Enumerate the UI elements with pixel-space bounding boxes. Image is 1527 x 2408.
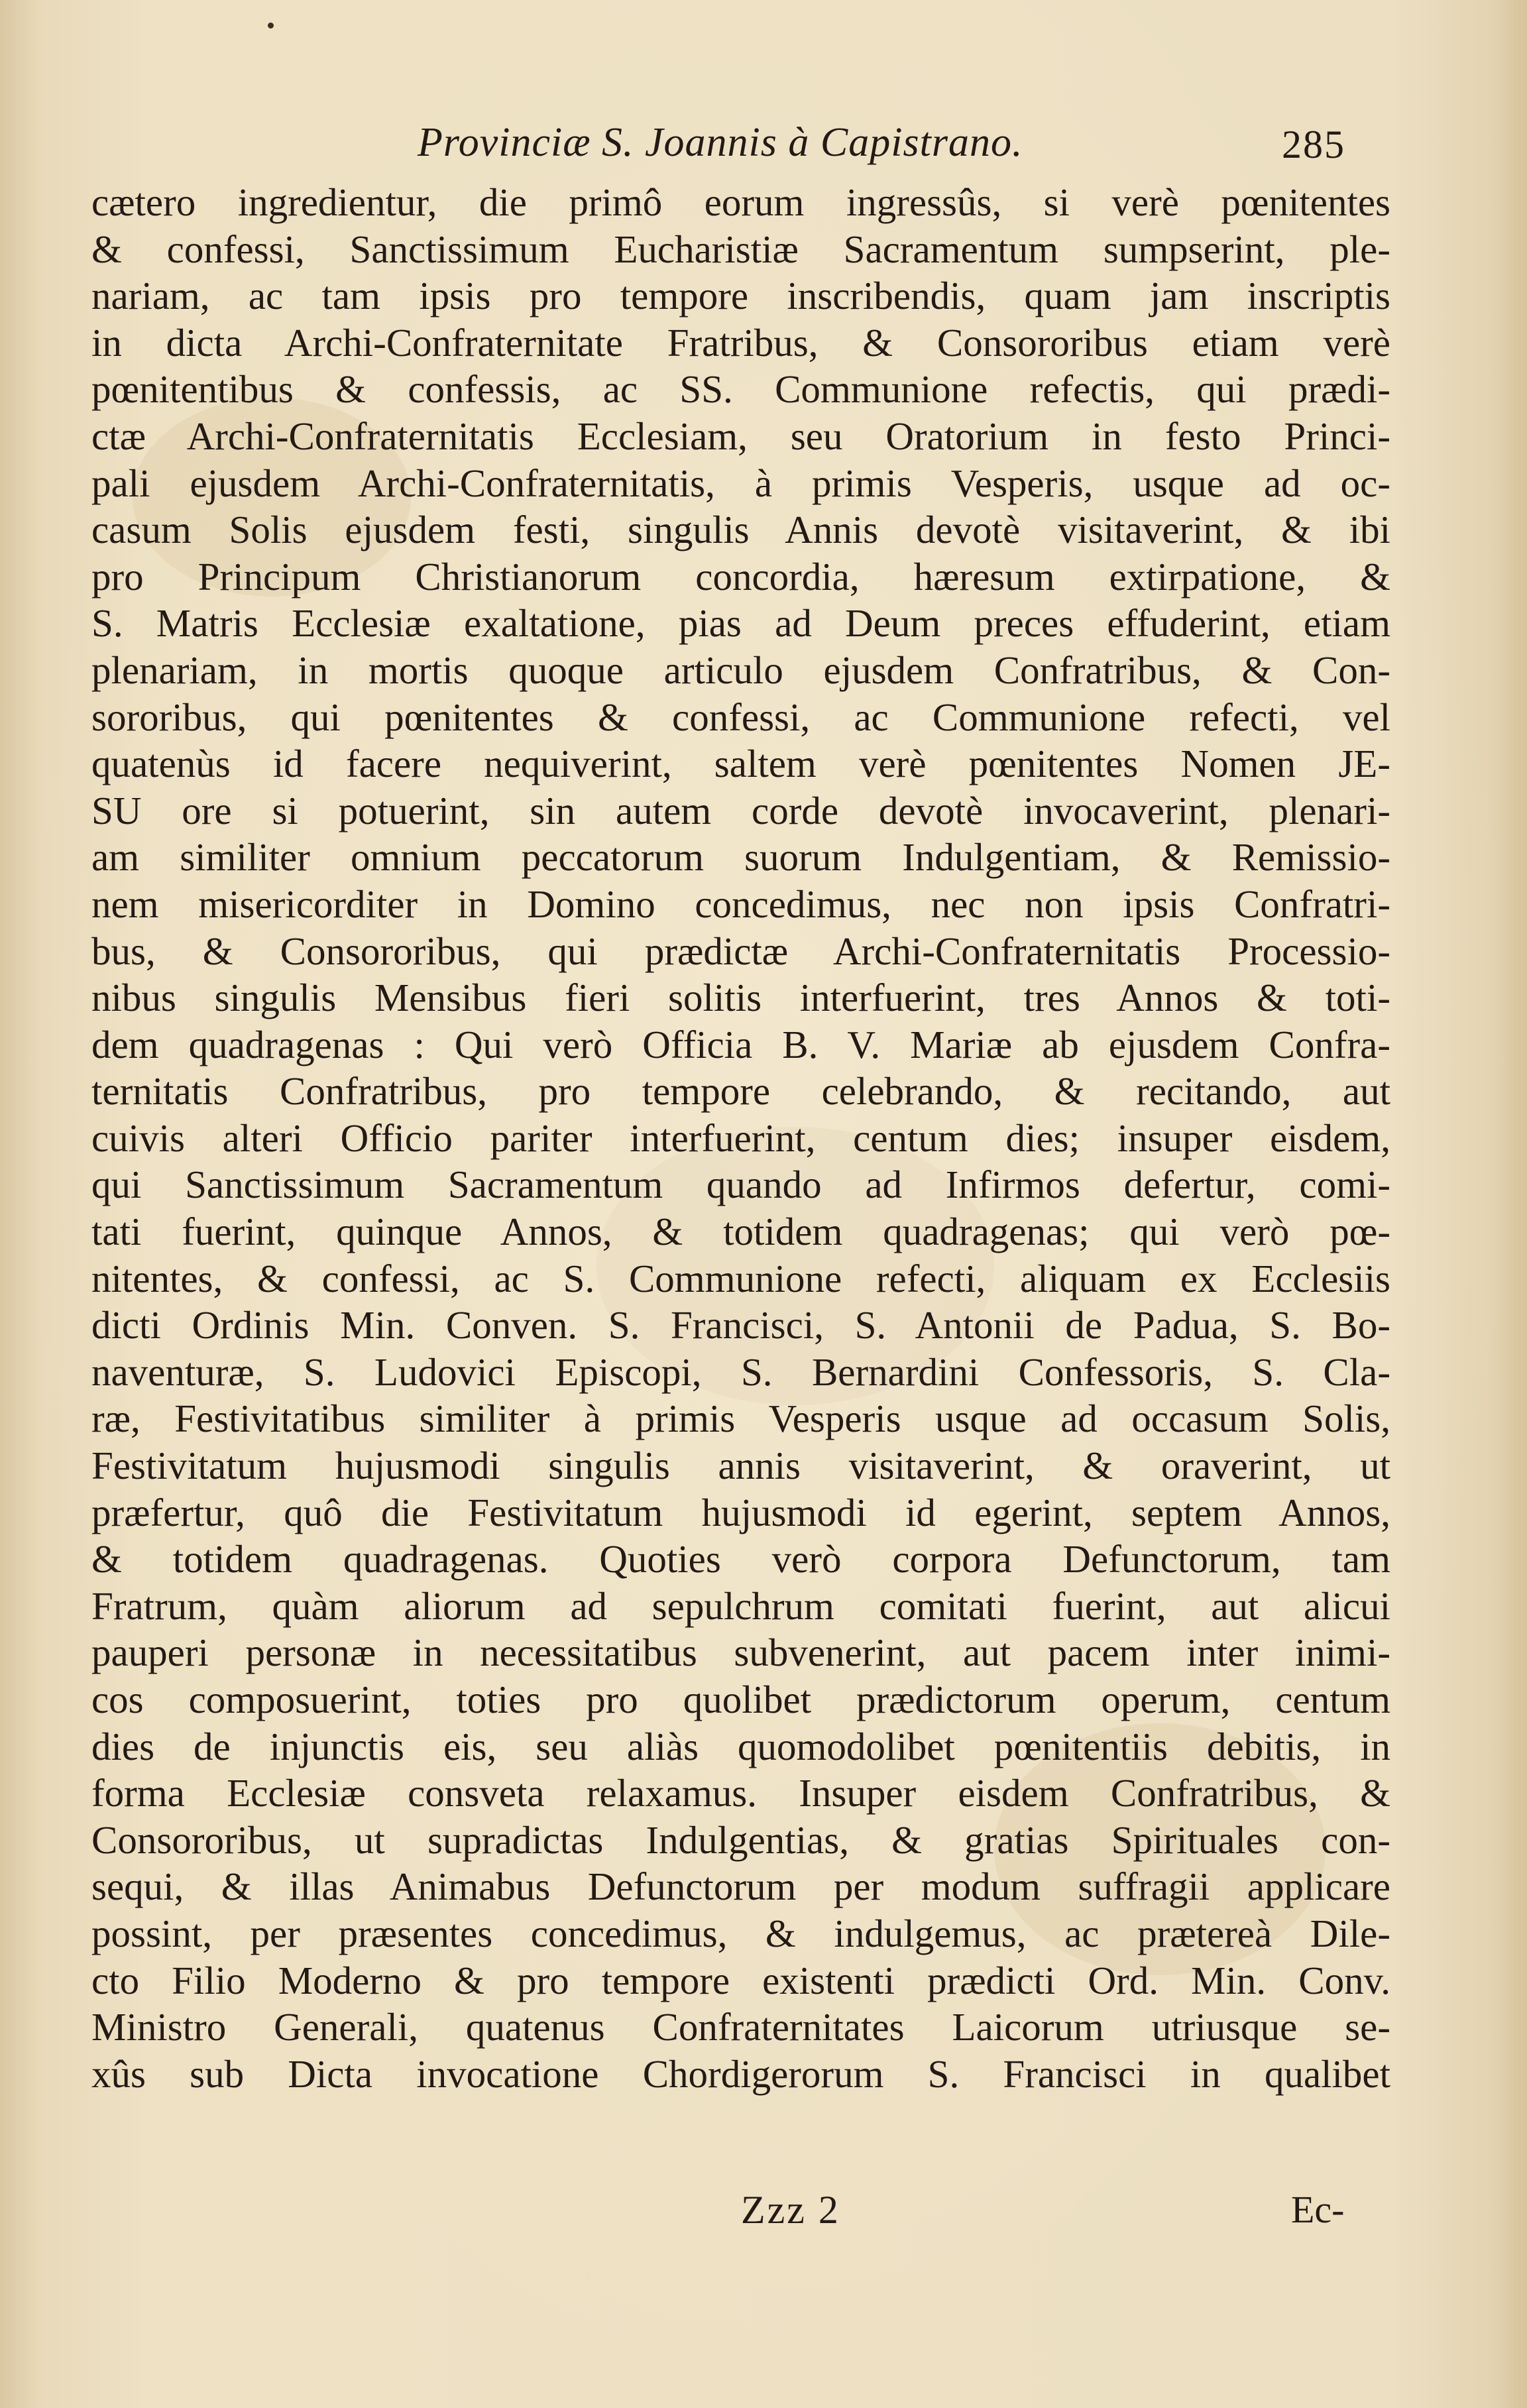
text-line: SU ore si potuerint, sin autem corde devotè invocaverint, plenari- xyxy=(91,788,1390,832)
text-line: & confessi, Sanctissimum Eucharistiæ Sacramentum sumpserint, ple- xyxy=(91,227,1390,271)
text-line: bus, & Consororibus, qui prædictæ Archi-Confraternitatis Processio- xyxy=(91,929,1390,973)
text-line: in dicta Archi-Confraternitate Fratribus, & Consororibus etiam verè xyxy=(91,320,1390,365)
text-line: cto Filio Moderno & pro tempore existenti prædicti Ord. Min. Conv. xyxy=(91,1958,1390,2002)
page-footer xyxy=(0,2187,1527,2240)
text-line: dies de injunctis eis, seu aliàs quomodolibet pœnitentiis debitis, in xyxy=(91,1724,1390,1768)
text-line: pauperi personæ in necessitatibus subvenerint, aut pacem inter inimi- xyxy=(91,1631,1390,1675)
text-line: dicti Ordinis Min. Conven. S. Francisci, S. Antonii de Padua, S. Bo- xyxy=(91,1303,1390,1347)
text-line: sororibus, qui pœnitentes & confessi, ac Communione refecti, vel xyxy=(91,695,1390,739)
text-line: cætero ingredientur, die primô eorum ingressûs, si verè pœnitentes xyxy=(91,180,1390,224)
text-line: qui Sanctissimum Sacramentum quando ad Infirmos defertur, comi- xyxy=(91,1163,1390,1207)
text-line: S. Matris Ecclesiæ exaltatione, pias ad Deum preces effuderint, etiam xyxy=(91,601,1390,646)
body-text xyxy=(91,179,1390,2097)
catchword: Ec- xyxy=(1291,2188,1345,2231)
text-line: dem quadragenas : Qui verò Officia B. V. Mariæ ab ejusdem Confra- xyxy=(91,1022,1390,1066)
text-line: sequi, & illas Animabus Defunctorum per modum suffragii applicare xyxy=(91,1864,1390,1909)
signature-mark: Zzz 2 xyxy=(741,2188,840,2232)
text-line: nibus singulis Mensibus fieri solitis interfuerint, tres Annos & toti- xyxy=(91,976,1390,1020)
text-line: possint, per præsentes concedimus, & indulgemus, ac prætereà Dile- xyxy=(91,1911,1390,1955)
text-line: nariam, ac tam ipsis pro tempore inscribendis, quam jam inscriptis xyxy=(91,274,1390,318)
text-line: & totidem quadragenas. Quoties verò corpora Defunctorum, tam xyxy=(91,1537,1390,1581)
text-line: ctæ Archi-Confraternitatis Ecclesiam, seu Oratorium in festo Princi- xyxy=(91,414,1390,458)
text-line: quatenùs id facere nequiverint, saltem verè pœnitentes Nomen JE- xyxy=(91,742,1390,786)
text-line: plenariam, in mortis quoque articulo ejusdem Confratribus, & Con- xyxy=(91,648,1390,692)
text-line: pœnitentibus & confessis, ac SS. Communione refectis, qui prædi- xyxy=(91,367,1390,412)
ink-dot xyxy=(268,23,274,29)
text-line: Festivitatum hujusmodi singulis annis visitaverint, & oraverint, ut xyxy=(91,1444,1390,1488)
text-line: pro Principum Christianorum concordia, hæresum extirpatione, & xyxy=(91,554,1390,599)
text-line: forma Ecclesiæ consveta relaxamus. Insuper eisdem Confratribus, & xyxy=(91,1771,1390,1815)
page-number: 285 xyxy=(1282,123,1345,166)
text-line: tati fuerint, quinque Annos, & totidem quadragenas; qui verò pœ- xyxy=(91,1210,1390,1254)
text-line: Consororibus, ut supradictas Indulgentias, & gratias Spirituales con- xyxy=(91,1817,1390,1862)
text-line: naventuræ, S. Ludovici Episcopi, S. Bernardini Confessoris, S. Cla- xyxy=(91,1349,1390,1394)
text-line: ræ, Festivitatibus similiter à primis Vesperis usque ad occasum Solis, xyxy=(91,1397,1390,1441)
running-title: Provinciæ S. Joannis à Capistrano. xyxy=(418,120,1023,165)
text-line: præfertur, quô die Festivitatum hujusmodi id egerint, septem Annos, xyxy=(91,1490,1390,1534)
text-line: am similiter omnium peccatorum suorum Indulgentiam, & Remissio- xyxy=(91,835,1390,880)
text-line: nitentes, & confessi, ac S. Communione refecti, aliquam ex Ecclesiis xyxy=(91,1256,1390,1300)
text-line: Ministro Generali, quatenus Confraternitates Laicorum utriusque se- xyxy=(91,2005,1390,2049)
text-line: xûs sub Dicta invocatione Chordigerorum S. Francisci in qualibet xyxy=(91,2051,1390,2096)
text-line: cuivis alteri Officio pariter interfuerint, centum dies; insuper eisdem, xyxy=(91,1116,1390,1160)
text-line: casum Solis ejusdem festi, singulis Annis devotè visitaverint, & ibi xyxy=(91,508,1390,552)
text-line: cos composuerint, toties pro quolibet prædictorum operum, centum xyxy=(91,1678,1390,1721)
text-line: Fratrum, quàm aliorum ad sepulchrum comitati fuerint, aut alicui xyxy=(91,1583,1390,1628)
page-header xyxy=(418,114,1379,187)
text-line: pali ejusdem Archi-Confraternitatis, à primis Vesperis, usque ad oc- xyxy=(91,461,1390,505)
text-line: ternitatis Confratribus, pro tempore celebrando, & recitando, aut xyxy=(91,1069,1390,1114)
text-line: nem misericorditer in Domino concedimus, nec non ipsis Confratri- xyxy=(91,882,1390,926)
